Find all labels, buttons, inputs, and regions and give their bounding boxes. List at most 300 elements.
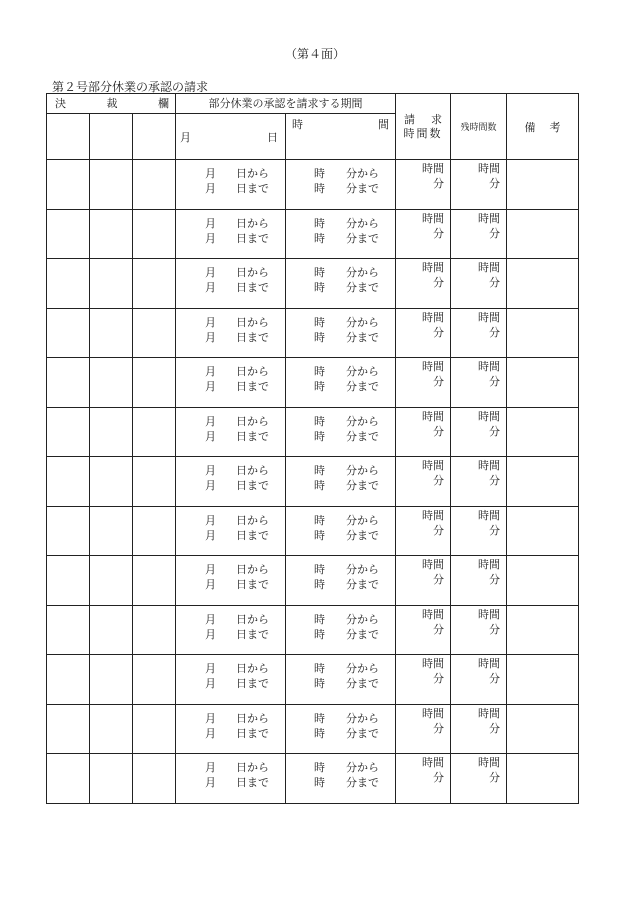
time-range-cell[interactable]	[286, 259, 396, 309]
hours-text: 時間	[422, 657, 444, 670]
min-from-text: 分から	[346, 513, 379, 527]
day-to-text: 日まで	[236, 627, 269, 641]
hour-text: 時	[314, 479, 325, 492]
remaining-hours-cell[interactable]	[451, 259, 507, 309]
hour-text: 時	[314, 167, 325, 180]
stamp-cell[interactable]	[90, 655, 133, 705]
hour-text: 時	[314, 266, 325, 279]
stamp-cell[interactable]	[47, 358, 90, 408]
minutes-text: 分	[433, 276, 444, 289]
month-text: 月	[205, 776, 216, 789]
request-hours-cell[interactable]	[396, 506, 451, 556]
date-from-line	[176, 166, 285, 181]
request-row	[47, 655, 579, 705]
time-label-1: 時	[292, 118, 303, 131]
hour-text: 時	[314, 231, 325, 245]
date-to-line	[176, 577, 285, 592]
date-to-line	[176, 330, 285, 345]
month-text: 月	[205, 662, 216, 675]
minutes-text: 分	[433, 177, 444, 190]
time-range-cell[interactable]	[286, 209, 396, 259]
stamp-cell[interactable]	[47, 259, 90, 309]
time-range-cell[interactable]	[286, 655, 396, 705]
time-from-line	[286, 364, 395, 379]
remaining-hours-cell[interactable]	[451, 754, 507, 804]
min-from-text: 分から	[346, 612, 379, 626]
kessai-header	[47, 94, 176, 114]
time-from-line	[286, 661, 395, 676]
min-from-text: 分から	[346, 216, 379, 230]
stamp-cell[interactable]	[90, 259, 133, 309]
month-text: 月	[205, 365, 216, 378]
time-range-cell[interactable]	[286, 754, 396, 804]
time-range-cell[interactable]	[286, 358, 396, 408]
hours-text: 時間	[422, 459, 444, 472]
stamp-cell[interactable]	[90, 209, 133, 259]
date-from-line	[176, 612, 285, 627]
request-hours-cell[interactable]	[396, 308, 451, 358]
stamp-cell[interactable]	[90, 556, 133, 606]
date-range-cell[interactable]	[176, 308, 286, 358]
stamp-cell[interactable]	[90, 358, 133, 408]
stamp-cell[interactable]	[90, 160, 133, 210]
date-range-cell[interactable]	[176, 556, 286, 606]
minutes-text: 分	[489, 622, 500, 636]
remaining-hours-cell[interactable]	[451, 308, 507, 358]
hours-text: 時間	[422, 409, 444, 423]
stamp-cell[interactable]	[47, 506, 90, 556]
min-to-text: 分まで	[346, 231, 379, 245]
hours-text: 時間	[422, 261, 444, 274]
stamp-cell[interactable]	[133, 259, 176, 309]
hour-text: 時	[314, 380, 325, 393]
hours-text: 時間	[478, 508, 500, 522]
month-text: 月	[205, 677, 216, 690]
month-text: 月	[205, 182, 216, 195]
remaining-hours-cell[interactable]	[451, 506, 507, 556]
hour-text: 時	[314, 330, 325, 344]
hours-text: 時間	[478, 558, 500, 571]
time-to-line	[286, 478, 395, 493]
minutes-text: 分	[489, 523, 500, 537]
time-from-line	[286, 166, 395, 181]
month-text: 月	[205, 711, 216, 725]
request-hours-cell[interactable]	[396, 358, 451, 408]
time-range-cell[interactable]	[286, 556, 396, 606]
min-from-text: 分から	[346, 414, 379, 428]
hours-text: 時間	[478, 261, 500, 274]
time-subheader	[286, 114, 396, 160]
month-text: 月	[205, 231, 216, 245]
time-range-cell[interactable]	[286, 407, 396, 457]
time-to-line	[286, 181, 395, 196]
minutes-text: 分	[433, 622, 444, 636]
date-range-cell[interactable]	[176, 704, 286, 754]
time-to-line	[286, 231, 395, 246]
date-range-cell[interactable]	[176, 259, 286, 309]
request-hours-char-2: 求	[431, 112, 442, 126]
stamp-cell[interactable]	[47, 457, 90, 507]
date-range-cell[interactable]	[176, 457, 286, 507]
request-row	[47, 605, 579, 655]
date-from-line	[176, 414, 285, 429]
stamp-cell[interactable]	[90, 457, 133, 507]
date-to-line	[176, 676, 285, 691]
date-from-line	[176, 711, 285, 726]
minutes-text: 分	[433, 771, 444, 784]
hour-text: 時	[314, 612, 325, 626]
min-to-text: 分まで	[346, 528, 379, 542]
request-hours-cell[interactable]	[396, 160, 451, 210]
min-to-text: 分まで	[346, 776, 379, 789]
date-from-line	[176, 760, 285, 775]
time-to-line	[286, 726, 395, 741]
hour-text: 時	[314, 182, 325, 195]
remaining-hours-cell[interactable]	[451, 209, 507, 259]
remaining-hours-cell[interactable]	[451, 457, 507, 507]
remaining-hours-cell[interactable]	[451, 556, 507, 606]
remaining-hours-cell[interactable]	[451, 160, 507, 210]
period-header-label: 部分休業の承認を請求する期間	[208, 97, 363, 110]
day-from-text: 日から	[236, 464, 269, 477]
month-text: 月	[205, 266, 216, 279]
min-to-text: 分まで	[346, 182, 379, 195]
min-from-text: 分から	[346, 662, 379, 675]
time-range-cell[interactable]	[286, 160, 396, 210]
month-text: 月	[205, 612, 216, 626]
request-hours-cell[interactable]	[396, 754, 451, 804]
time-range-cell[interactable]	[286, 704, 396, 754]
day-to-text: 日まで	[236, 776, 269, 789]
month-text: 月	[205, 627, 216, 641]
minutes-text: 分	[489, 474, 500, 487]
time-to-line	[286, 577, 395, 592]
stamp-cell[interactable]	[133, 358, 176, 408]
month-text: 月	[205, 578, 216, 591]
hours-text: 時間	[422, 211, 444, 225]
notes-cell[interactable]	[507, 754, 579, 804]
request-table	[46, 93, 579, 804]
hours-text: 時間	[478, 657, 500, 670]
stamp-cell[interactable]	[133, 209, 176, 259]
minutes-text: 分	[489, 424, 500, 438]
request-hours-cell[interactable]	[396, 605, 451, 655]
stamp-cell-header[interactable]	[90, 114, 133, 160]
request-row	[47, 754, 579, 804]
time-to-line	[286, 379, 395, 394]
stamp-cell[interactable]	[90, 704, 133, 754]
day-to-text: 日まで	[236, 281, 269, 294]
month-text: 月	[205, 513, 216, 527]
minutes-text: 分	[489, 325, 500, 339]
kessai-char-1: 決	[55, 97, 66, 110]
stamp-cell[interactable]	[90, 605, 133, 655]
request-hours-cell[interactable]	[396, 704, 451, 754]
date-from-line	[176, 315, 285, 330]
notes-char-2: 考	[549, 120, 575, 134]
remaining-hours-cell[interactable]	[451, 605, 507, 655]
month-text: 月	[205, 167, 216, 180]
date-to-line	[176, 181, 285, 196]
day-from-text: 日から	[236, 266, 269, 279]
min-from-text: 分から	[346, 365, 379, 378]
day-from-text: 日から	[236, 513, 269, 527]
stamp-cell[interactable]	[133, 457, 176, 507]
time-from-line	[286, 216, 395, 231]
request-row	[47, 259, 579, 309]
day-from-text: 日から	[236, 711, 269, 725]
date-range-cell[interactable]	[176, 506, 286, 556]
time-from-line	[286, 513, 395, 528]
kessai-char-3: 欄	[158, 97, 169, 110]
time-range-cell[interactable]	[286, 308, 396, 358]
request-row	[47, 407, 579, 457]
stamp-cell[interactable]	[133, 160, 176, 210]
stamp-cell[interactable]	[133, 605, 176, 655]
hour-text: 時	[314, 677, 325, 690]
stamp-cell[interactable]	[133, 556, 176, 606]
date-range-cell[interactable]	[176, 209, 286, 259]
min-to-text: 分まで	[346, 627, 379, 641]
date-range-cell[interactable]	[176, 407, 286, 457]
min-from-text: 分から	[346, 167, 379, 180]
notes-cell[interactable]	[507, 160, 579, 210]
date-to-line	[176, 231, 285, 246]
date-to-line	[176, 627, 285, 642]
stamp-cell[interactable]	[133, 655, 176, 705]
day-from-text: 日から	[236, 761, 269, 774]
day-from-text: 日から	[236, 365, 269, 378]
hour-text: 時	[314, 429, 325, 443]
remaining-hours-header	[451, 94, 507, 160]
minutes-text: 分	[489, 672, 500, 685]
month-text: 月	[205, 761, 216, 774]
kessai-char-2: 裁	[106, 97, 118, 110]
notes-cell[interactable]	[507, 704, 579, 754]
notes-cell[interactable]	[507, 506, 579, 556]
min-from-text: 分から	[346, 266, 379, 279]
notes-cell[interactable]	[507, 556, 579, 606]
stamp-cell[interactable]	[47, 605, 90, 655]
time-from-line	[286, 463, 395, 478]
stamp-cell[interactable]	[90, 407, 133, 457]
date-range-cell[interactable]	[176, 358, 286, 408]
request-row	[47, 209, 579, 259]
section-title: 第２号部分休業の承認の請求	[52, 80, 209, 94]
notes-header	[507, 94, 579, 160]
hour-text: 時	[314, 315, 325, 329]
day-to-text: 日まで	[236, 429, 269, 443]
request-row	[47, 556, 579, 606]
stamp-cell[interactable]	[47, 754, 90, 804]
time-to-line	[286, 627, 395, 642]
stamp-cell[interactable]	[133, 754, 176, 804]
time-to-line	[286, 676, 395, 691]
remaining-hours-cell[interactable]	[451, 358, 507, 408]
day-to-text: 日まで	[236, 231, 269, 245]
hours-text: 時間	[478, 459, 500, 472]
day-from-text: 日から	[236, 167, 269, 180]
minutes-text: 分	[433, 721, 444, 735]
remaining-hours-cell[interactable]	[451, 655, 507, 705]
day-to-text: 日まで	[236, 330, 269, 344]
month-text: 月	[205, 281, 216, 294]
page-label: （第４面）	[284, 47, 345, 61]
request-row	[47, 457, 579, 507]
hours-text: 時間	[422, 162, 444, 175]
time-from-line	[286, 414, 395, 429]
minutes-text: 分	[489, 721, 500, 735]
date-to-line	[176, 280, 285, 295]
stamp-cell[interactable]	[133, 407, 176, 457]
time-from-line	[286, 760, 395, 775]
stamp-cell[interactable]	[47, 209, 90, 259]
notes-cell[interactable]	[507, 407, 579, 457]
time-range-cell[interactable]	[286, 506, 396, 556]
notes-cell[interactable]	[507, 259, 579, 309]
notes-cell[interactable]	[507, 457, 579, 507]
hours-text: 時間	[478, 607, 500, 621]
day-from-text: 日から	[236, 612, 269, 626]
stamp-cell[interactable]	[90, 308, 133, 358]
notes-cell[interactable]	[507, 209, 579, 259]
notes-char-1: 備	[524, 120, 550, 134]
notes-cell[interactable]	[507, 655, 579, 705]
day-from-text: 日から	[236, 563, 269, 576]
request-row	[47, 358, 579, 408]
stamp-cell-header[interactable]	[47, 114, 90, 160]
month-label: 月	[180, 131, 191, 144]
request-hours-cell[interactable]	[396, 655, 451, 705]
time-to-line	[286, 775, 395, 790]
min-to-text: 分まで	[346, 281, 379, 294]
hour-text: 時	[314, 627, 325, 641]
min-to-text: 分まで	[346, 578, 379, 591]
date-to-line	[176, 429, 285, 444]
hour-text: 時	[314, 216, 325, 230]
date-from-line	[176, 513, 285, 528]
date-range-cell[interactable]	[176, 605, 286, 655]
request-row	[47, 506, 579, 556]
remaining-hours-label: 残時間数	[460, 123, 497, 133]
remaining-hours-cell[interactable]	[451, 704, 507, 754]
hour-text: 時	[314, 578, 325, 591]
request-hours-cell[interactable]	[396, 259, 451, 309]
minutes-text: 分	[433, 226, 444, 240]
stamp-cell[interactable]	[47, 160, 90, 210]
time-to-line	[286, 330, 395, 345]
stamp-cell[interactable]	[47, 407, 90, 457]
notes-cell[interactable]	[507, 358, 579, 408]
stamp-cell[interactable]	[47, 308, 90, 358]
month-text: 月	[205, 315, 216, 329]
hours-text: 時間	[478, 409, 500, 423]
minutes-text: 分	[433, 424, 444, 438]
min-to-text: 分まで	[346, 380, 379, 393]
day-to-text: 日まで	[236, 578, 269, 591]
stamp-cell[interactable]	[90, 506, 133, 556]
time-from-line	[286, 562, 395, 577]
stamp-cell[interactable]	[47, 556, 90, 606]
min-to-text: 分まで	[346, 429, 379, 443]
min-to-text: 分まで	[346, 330, 379, 344]
stamp-cell[interactable]	[133, 506, 176, 556]
remaining-hours-cell[interactable]	[451, 407, 507, 457]
month-text: 月	[205, 479, 216, 492]
stamp-cell[interactable]	[47, 655, 90, 705]
minutes-text: 分	[489, 276, 500, 289]
hour-text: 時	[314, 365, 325, 378]
stamp-cell[interactable]	[133, 308, 176, 358]
time-from-line	[286, 612, 395, 627]
day-to-text: 日まで	[236, 380, 269, 393]
min-from-text: 分から	[346, 711, 379, 725]
date-range-cell[interactable]	[176, 655, 286, 705]
request-hours-cell[interactable]	[396, 556, 451, 606]
hour-text: 時	[314, 464, 325, 477]
time-range-cell[interactable]	[286, 605, 396, 655]
hours-text: 時間	[478, 756, 500, 769]
day-from-text: 日から	[236, 414, 269, 428]
time-from-line	[286, 265, 395, 280]
hour-text: 時	[314, 414, 325, 428]
stamp-cell-header[interactable]	[133, 114, 176, 160]
hours-text: 時間	[422, 558, 444, 571]
minutes-text: 分	[433, 672, 444, 685]
date-from-line	[176, 364, 285, 379]
month-text: 月	[205, 726, 216, 740]
time-range-cell[interactable]	[286, 457, 396, 507]
date-subheader	[176, 114, 286, 160]
date-to-line	[176, 478, 285, 493]
month-text: 月	[205, 414, 216, 428]
hour-text: 時	[314, 711, 325, 725]
request-hours-cell[interactable]	[396, 407, 451, 457]
hours-text: 時間	[478, 211, 500, 225]
request-hours-cell[interactable]	[396, 457, 451, 507]
hour-text: 時	[314, 662, 325, 675]
date-range-cell[interactable]	[176, 754, 286, 804]
hours-text: 時間	[422, 756, 444, 769]
minutes-text: 分	[433, 474, 444, 487]
month-text: 月	[205, 216, 216, 230]
day-to-text: 日まで	[236, 677, 269, 690]
notes-cell[interactable]	[507, 308, 579, 358]
stamp-cell[interactable]	[90, 754, 133, 804]
minutes-text: 分	[489, 226, 500, 240]
min-to-text: 分まで	[346, 479, 379, 492]
min-to-text: 分まで	[346, 677, 379, 690]
stamp-cell[interactable]	[47, 704, 90, 754]
day-from-text: 日から	[236, 315, 269, 329]
stamp-cell[interactable]	[133, 704, 176, 754]
date-from-line	[176, 265, 285, 280]
request-hours-label: 時間数	[403, 126, 443, 140]
minutes-text: 分	[433, 325, 444, 339]
month-text: 月	[205, 380, 216, 393]
month-text: 月	[205, 563, 216, 576]
request-hours-cell[interactable]	[396, 209, 451, 259]
min-from-text: 分から	[346, 563, 379, 576]
month-text: 月	[205, 528, 216, 542]
day-to-text: 日まで	[236, 479, 269, 492]
min-to-text: 分まで	[346, 726, 379, 740]
date-range-cell[interactable]	[176, 160, 286, 210]
request-row	[47, 308, 579, 358]
month-text: 月	[205, 429, 216, 443]
notes-cell[interactable]	[507, 605, 579, 655]
day-to-text: 日まで	[236, 182, 269, 195]
